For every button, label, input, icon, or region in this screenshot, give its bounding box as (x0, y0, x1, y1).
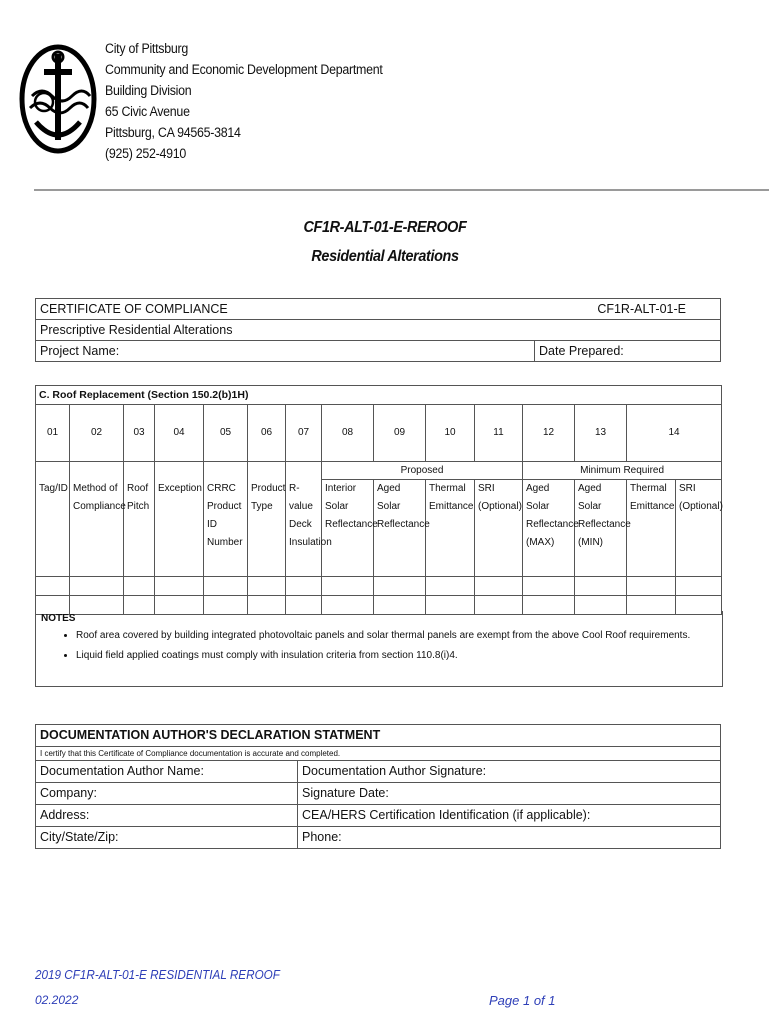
table-cell[interactable] (286, 577, 322, 596)
table-cell[interactable] (523, 577, 575, 596)
column-number: 03 (124, 405, 155, 462)
column-label: Aged Solar Reflectance (374, 480, 426, 577)
table-cell[interactable] (155, 577, 204, 596)
column-label: Thermal Emittance (426, 480, 475, 577)
group-minimum-required: Minimum Required (523, 462, 722, 480)
address-line: City of Pittsburg (105, 41, 188, 56)
date-prepared-field[interactable]: Date Prepared: (535, 341, 721, 362)
table-cell[interactable] (70, 577, 124, 596)
form-title: CF1R-ALT-01-E-REROOF (303, 219, 467, 236)
notes-list (56, 626, 690, 666)
company-field[interactable]: Company: (36, 783, 298, 805)
column-label: SRI (Optional) (676, 480, 722, 577)
column-label: Tag/ID (36, 480, 70, 577)
column-number: 07 (286, 405, 322, 462)
group-proposed: Proposed (322, 462, 523, 480)
table-cell[interactable] (322, 577, 374, 596)
certificate-subheading: Prescriptive Residential Alterations (36, 320, 721, 341)
roof-section-heading: C. Roof Replacement (Section 150.2(b)1H) (36, 386, 722, 405)
certificate-table (35, 298, 721, 362)
column-number: 09 (374, 405, 426, 462)
column-number: 02 (70, 405, 124, 462)
city-seal-logo (18, 40, 98, 158)
table-row (36, 577, 722, 596)
column-label: Exception (155, 480, 204, 577)
table-cell[interactable] (575, 577, 627, 596)
footer-form-name: 2019 CF1R-ALT-01-E RESIDENTIAL REROOF (35, 967, 280, 982)
certificate-heading: CERTIFICATE OF COMPLIANCE CF1R-ALT-01-E (36, 299, 721, 320)
table-cell[interactable] (374, 577, 426, 596)
department-address (105, 38, 383, 164)
column-label: CRRC Product ID Number (204, 480, 248, 577)
author-name-field[interactable]: Documentation Author Name: (36, 761, 298, 783)
address-line: Building Division (105, 83, 192, 98)
table-cell[interactable] (676, 577, 722, 596)
table-cell[interactable] (36, 577, 70, 596)
table-cell[interactable] (475, 577, 523, 596)
address-line: (925) 252-4910 (105, 146, 187, 161)
table-cell[interactable] (248, 577, 286, 596)
city-state-zip-field[interactable]: City/State/Zip: (36, 827, 298, 849)
column-number: 01 (36, 405, 70, 462)
column-label: R-value Deck Insulation (286, 480, 322, 577)
column-label: Product Type (248, 480, 286, 577)
column-label: Interior Solar Reflectance (322, 480, 374, 577)
column-label: Thermal Emittance (627, 480, 676, 577)
column-label: Aged Solar Reflectance (MAX) (523, 480, 575, 577)
footer-page-number: Page 1 of 1 (489, 993, 556, 1008)
declaration-statement: I certify that this Certificate of Compliance documentation is accurate and completed. (36, 747, 721, 761)
phone-field[interactable]: Phone: (298, 827, 721, 849)
column-number: 08 (322, 405, 374, 462)
address-field[interactable]: Address: (36, 805, 298, 827)
column-label: Aged Solar Reflectance (MIN) (575, 480, 627, 577)
declaration-table (35, 724, 721, 849)
column-number: 14 (627, 405, 722, 462)
table-cell[interactable] (426, 577, 475, 596)
roof-replacement-table (35, 385, 722, 615)
address-line: 65 Civic Avenue (105, 104, 190, 119)
column-number: 12 (523, 405, 575, 462)
table-cell[interactable] (124, 577, 155, 596)
signature-date-field[interactable]: Signature Date: (298, 783, 721, 805)
column-number: 10 (426, 405, 475, 462)
column-number: 04 (155, 405, 204, 462)
column-number: 05 (204, 405, 248, 462)
table-cell[interactable] (627, 577, 676, 596)
form-subtitle: Residential Alterations (311, 248, 459, 265)
author-signature-field[interactable]: Documentation Author Signature: (298, 761, 721, 783)
footer-revision: 02.2022 (35, 993, 79, 1007)
address-line: Community and Economic Development Department (105, 62, 383, 77)
notes-box (35, 611, 723, 687)
column-label: Method of Compliance (70, 480, 124, 577)
header-divider (34, 189, 769, 191)
address-line: Pittsburg, CA 94565-3814 (105, 125, 241, 140)
certificate-code: CF1R-ALT-01-E (597, 302, 686, 316)
column-number: 13 (575, 405, 627, 462)
notes-title: NOTES (41, 613, 76, 624)
column-number: 11 (475, 405, 523, 462)
cea-hers-field[interactable]: CEA/HERS Certification Identification (if applicable): (298, 805, 721, 827)
column-number: 06 (248, 405, 286, 462)
project-name-field[interactable]: Project Name: (36, 341, 535, 362)
table-cell[interactable] (204, 577, 248, 596)
note-item: • Liquid field applied coatings must comply with insulation criteria from section 110.8(i)4. (76, 646, 690, 666)
note-item: • Roof area covered by building integrated photovoltaic panels and solar thermal panels are exempt from the above Cool Roof requirements. (76, 626, 690, 646)
column-label: Roof Pitch (124, 480, 155, 577)
declaration-heading: DOCUMENTATION AUTHOR'S DECLARATION STATMENT (36, 725, 721, 747)
column-label: SRI (Optional) (475, 480, 523, 577)
